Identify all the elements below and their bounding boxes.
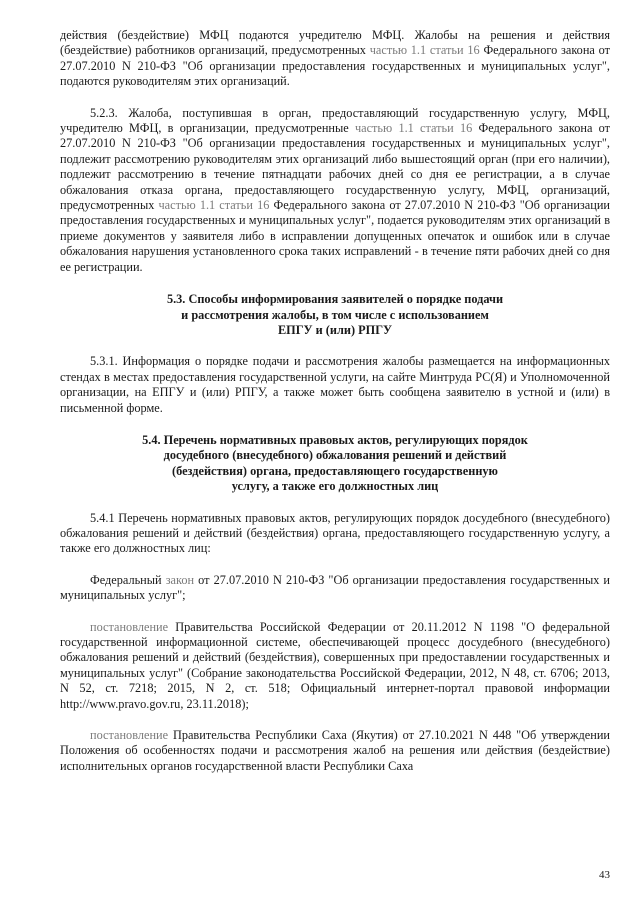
paragraph-continuation: действия (бездействие) МФЦ подаются учредителю МФЦ. Жалобы на решения и действия (бездействие) работников организаций, предусмотренных частью 1.1 статьи 16 Федерального закона от 27.07.2010 N 210-ФЗ "Об организации предоставления государственных и муниципальных услуг", подаются руководителям этих организаций. (60, 28, 610, 89)
section-heading-5-4: 5.4. Перечень нормативных правовых актов, регулирующих порядок досудебного (внесудебного) обжалования решений и действий (бездействия) органа, предоставляющего государственную услугу, а также его должностных лиц (142, 432, 528, 494)
law-reference-link[interactable]: закон (165, 572, 195, 587)
section-heading-5-3: 5.3. Способы информирования заявителей о порядке подачи и рассмотрения жалобы, в том числе с использованием ЕПГУ и (или) РПГУ (166, 292, 504, 337)
paragraph-5-4-1: 5.4.1 Перечень нормативных правовых актов, регулирующих порядок досудебного (внесудебного) обжалования решений и действий (бездействия) органа, предоставляющего государственную услугу, а также его должностных лиц: (60, 510, 610, 556)
law-reference-link[interactable]: частью 1.1 статьи 16 (354, 121, 473, 136)
list-item-republic-resolution: постановление Правительства Республики Саха (Якутия) от 27.10.2021 N 448 "Об утверждении Положения об особенностях подачи и рассмотрения жалоб на решения или действия (бездействие) исполнительных органов государственной власти Республики Саха (60, 728, 610, 773)
list-item-federal-law: Федеральный закон от 27.07.2010 N 210-ФЗ "Об организации предоставления государственных и муниципальных услуг"; (60, 572, 611, 603)
page-number: 43 (599, 868, 610, 881)
paragraph-5-2-3: 5.2.3. Жалоба, поступившая в орган, предоставляющий государственную услугу, МФЦ, учредителю МФЦ, в организации, предусмотренные частью 1.1 статьи 16 Федерального закона от 27.07.2010 N 210-ФЗ "Об организации предоставления государственных и муниципальных услуг", подлежит рассмотрению руководителям этих организаций либо вышестоящий орган (при его наличии), подлежит рассмотрению в течение пятнадцати рабочих дней со дня ее регистрации, а в случае обжалования отказа органа, предоставляющего государственную услугу, МФЦ, организаций, предусмотренных частью 1.1 статьи 16 Федерального закона от 27.07.2010 N 210-ФЗ "Об организации предоставления государственных и муниципальных услуг", подается руководителям этих организаций в приеме документов у заявителя либо в исправлении допущенных опечаток и ошибок или в случае обжалования нарушения установленного срока таких исправлений - в течение пяти рабочих дней со дня ее регистрации. (60, 105, 610, 274)
list-item-government-resolution: постановление Правительства Российской Федерации от 20.11.2012 N 1198 "О федеральной государственной информационной системе, обеспечивающей процесс досудебного (внесудебного) обжалования решений и действий (бездействия), совершенных при предоставлении государственных и муниципальных услуг" (Собрание законодательства Российской Федерации, 2012, N 48, ст. 6706; 2013, N 52, ст. 7218; 2015, N 2, ст. 518; Официальный интернет-портал правовой информации http://www.pravo.gov.ru, 23.11.2018); (60, 619, 610, 711)
resolution-reference-link[interactable]: постановление (90, 728, 169, 743)
paragraph-5-3-1: 5.3.1. Информация о порядке подачи и рассмотрения жалобы размещается на информационных стендах в местах предоставления государственной услуги, на сайте Минтруда РС(Я) и Уполномоченной организации, на ЕПГУ и (или) РПГУ, а также может быть сообщена заявителю в устной и (или) в письменной форме. (60, 354, 610, 415)
law-reference-link[interactable]: частью 1.1 статьи 16 (158, 198, 270, 213)
resolution-reference-link[interactable]: постановление (90, 619, 169, 634)
law-reference-link[interactable]: частью 1.1 статьи 16 (369, 43, 480, 58)
